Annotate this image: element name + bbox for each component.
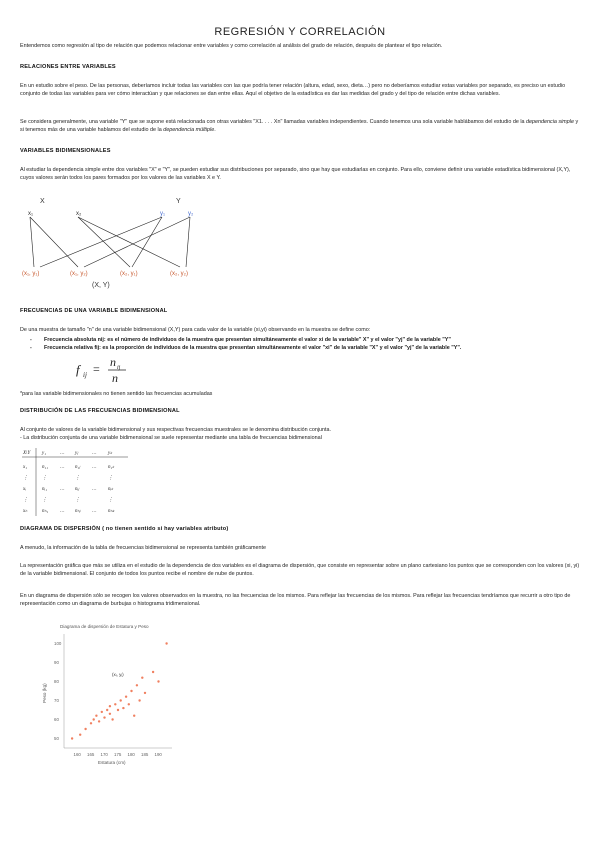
section-heading-diagrama-dispersion: DIAGRAMA DE DISPERSIÓN ( no tienen sentido si hay variables atributo): [20, 526, 229, 532]
y-tick-label: 60: [54, 717, 59, 722]
table-header-cell: …: [92, 451, 97, 456]
scatter-point: [144, 692, 146, 694]
pairing-diagram: [20, 195, 220, 290]
diagram-x2: x₂: [76, 211, 82, 217]
dispersion-paragraph-1: A menudo, la información de la tabla de frecuencias bidimensional se representa también gráficamente: [20, 545, 267, 551]
relaciones-paragraph-2: Se considera generalmente, una variable "Y" que se supone está relacionada con otras variables "X1. . . . Xn" llamadas variables independientes. Cuando tenemos una sola variable hablábamos del estudio de la dependencia simple y si tenemos más de una variable hablamos del estudio de la dependencia múltiple.: [20, 119, 579, 133]
scatter-point: [109, 705, 111, 707]
variables-bidimensionales-paragraph: Al estudiar la dependencia simple entre dos variables "X" e "Y", se pueden estudiar sus distribuciones por separado, sino que hay que estudiarlas en conjunto. Para ello, conviene definir una variable estadística bidimensional (X,Y), cuyos valores serán todos los pares formados por los valores de las variables X e Y.: [20, 167, 571, 181]
x-tick-label: 175: [114, 752, 122, 757]
intro-paragraph: Entendemos como regresión al tipo de relación que podemos relacionar entre variables y como correlación al análisis del grado de relación, después de plantear el tipo relación.: [20, 43, 443, 49]
table-header-cell: X\Y: [23, 451, 31, 456]
scatter-point: [133, 715, 135, 717]
scatter-point: [152, 671, 154, 673]
table-cell: x₁: [23, 465, 27, 470]
table-cell: xᵢ: [23, 487, 27, 492]
diagram-y2: y₂: [188, 211, 194, 217]
distribucion-paragraph-1: Al conjunto de valores de la variable bidimensional y sus respectivas frecuencias muestrales se le denomina distribución conjunta.: [20, 427, 332, 433]
scatter-point: [136, 684, 138, 686]
section-heading-variables-bidimensionales: VARIABLES BIDIMENSIONALES: [20, 148, 111, 154]
formula-numerator-sub: ij: [117, 365, 121, 371]
bullet-frecuencia-relativa: - Frecuencia relativa fij: es la proporción de individuos de la muestra que presentan simultáneamente el valor "xi" de la variable "X" y el valor "yj" de la variable "Y".: [30, 345, 462, 351]
diagram-pair-2: (x₁, y₂): [70, 271, 88, 277]
scatter-point: [165, 642, 167, 644]
table-cell: ⋮: [75, 498, 80, 503]
table-cell: ⋮: [23, 476, 28, 481]
page-title: REGRESIÓN Y CORRELACIÓN: [214, 26, 386, 38]
table-cell: nₕⱼ: [75, 509, 81, 514]
section-heading-frecuencias: FRECUENCIAS DE UNA VARIABLE BIDIMENSIONAL: [20, 308, 168, 314]
diagram-x1: x₁: [28, 211, 34, 217]
bidimensional-frequency-table: [20, 446, 130, 518]
y-tick-label: 70: [54, 698, 59, 703]
y-tick-label: 100: [54, 641, 62, 646]
x-tick-label: 165: [87, 752, 95, 757]
table-cell: n₁ⱼ: [75, 465, 81, 470]
diagram-pair-4: (x₂, y₂): [170, 271, 188, 277]
table-cell: ⋮: [23, 498, 28, 503]
scatter-point: [98, 720, 100, 722]
table-cell: ⋮: [75, 476, 80, 481]
x-tick-label: 170: [100, 752, 108, 757]
table-cell: nᵢⱼ: [75, 487, 80, 492]
table-cell: n₁₁: [42, 465, 48, 470]
table-header-cell: y₁: [42, 451, 46, 456]
diagram-y-label: Y: [176, 198, 181, 205]
scatter-point: [71, 737, 73, 739]
table-cell: nₕₖ: [108, 509, 115, 514]
x-tick-label: 180: [127, 752, 135, 757]
table-cell: …: [60, 465, 65, 470]
table-cell: nₕ₁: [42, 509, 49, 514]
table-cell: xₕ: [23, 509, 28, 514]
table-header-cell: …: [60, 451, 65, 456]
table-header-cell: yₖ: [108, 451, 113, 456]
dispersion-paragraph-3: En un diagrama de dispersión sólo se recogen los valores observados en la muestra, no las frecuencias de los mismos. Para reflejar las frecuencias de los mismos. Para reflejar las frecuencias tendríamos que recurrir a otro tipo de representación como un diagrama de burbujas o histograma tridimensional.: [20, 593, 571, 607]
formula-numerator: n: [110, 355, 116, 369]
formula-lhs: f: [76, 362, 80, 377]
scatter-point: [141, 677, 143, 679]
svg-text:=: =: [93, 362, 100, 376]
dispersion-paragraph-2: La representación gráfica que más se utiliza en el estudio de la dependencia de dos variables es el diagrama de dispersión, que consiste en representar sobre un plano cartesiano los puntos que se corresponden con los valores (xi, yi) de la variable bidimensional. El conjunto de todos los puntos recibe el nombre de nube de puntos.: [20, 563, 580, 577]
table-cell: ⋮: [42, 498, 47, 503]
table-cell: ⋮: [108, 498, 113, 503]
table-header-cell: yⱼ: [75, 451, 79, 456]
table-cell: …: [92, 509, 97, 514]
scatter-point: [122, 707, 124, 709]
diagram-pair-3: (x₂, y₁): [120, 271, 138, 277]
scatter-point: [111, 718, 113, 720]
scatter-point: [93, 718, 95, 720]
scatter-point: [103, 716, 105, 718]
scatter-point: [130, 690, 132, 692]
section-heading-relaciones: RELACIONES ENTRE VARIABLES: [20, 64, 116, 70]
diagram-y1: y₁: [160, 211, 166, 217]
scatter-point: [157, 680, 159, 682]
table-cell: ⋮: [42, 476, 47, 481]
table-cell: nᵢₖ: [108, 487, 114, 492]
relative-frequency-formula: [62, 352, 142, 386]
table-cell: …: [60, 509, 65, 514]
frecuencias-paragraph: De una muestra de tamaño "n" de una variable bidimensional (X,Y) para cada valor de la variable (xi,yi) observando en la muestra se define como:: [20, 327, 371, 333]
bullet-frecuencia-absoluta: - Frecuencia absoluta nij: es el número de individuos de la muestra que presentan simultáneamente el valor xi de la variable" X" y el valor "yj" de la variable "Y": [30, 337, 451, 343]
relaciones-paragraph-1: En un estudio sobre el peso. De las personas, deberíamos incluir todas las variables con las que podría tener relación (altura, edad, sexo, dieta…) pero no deberíamos estudiar estas variables por separado, es preciso un estudio conjunto de todas las variables para ver cómo interactúan y que relaciones se dan entre ellas. Aquí el objetivo de la estadística es dar las medidas del grado y del tipo de relación entre dichas variables.: [20, 83, 566, 97]
scatter-point: [79, 734, 81, 736]
chart-x-label: Estatura (cm): [98, 760, 126, 765]
distribucion-paragraph-2: - La distribución conjunta de una variable bidimensional se suele representar mediante una tabla de frecuencias bidimensional: [20, 435, 322, 441]
scatter-point: [95, 715, 97, 717]
chart-y-label: Peso (kg): [42, 683, 47, 703]
x-tick-label: 185: [141, 752, 149, 757]
scatter-point: [90, 722, 92, 724]
formula-lhs-sub: ij: [83, 371, 87, 379]
chart-annotation: (xᵢ, yᵢ): [112, 672, 124, 677]
scatter-point: [117, 709, 119, 711]
table-cell: ⋮: [108, 476, 113, 481]
formula-denominator: n: [112, 371, 118, 385]
y-tick-label: 50: [54, 736, 59, 741]
scatter-point: [109, 713, 111, 715]
y-tick-label: 80: [54, 679, 59, 684]
scatter-point: [106, 709, 108, 711]
table-cell: …: [92, 487, 97, 492]
scatter-point: [114, 703, 116, 705]
scatter-chart: [40, 618, 180, 768]
diagram-pair-1: (x₁, y₁): [22, 271, 40, 277]
diagram-x-label: X: [40, 198, 45, 205]
table-cell: nᵢ₁: [42, 487, 48, 492]
frecuencias-note: *para las variable bidimensionales no tienen sentido las frecuencias acumuladas: [20, 391, 213, 397]
x-tick-label: 190: [154, 752, 162, 757]
section-heading-distribucion: DISTRIBUCIÓN DE LAS FRECUENCIAS BIDIMENSIONAL: [20, 408, 180, 414]
scatter-point: [138, 699, 140, 701]
scatter-point: [84, 728, 86, 730]
diagram-xy-label: (X, Y): [92, 282, 110, 289]
chart-title: Diagrama de dispersión de Estatura y Peso: [60, 624, 149, 629]
table-cell: …: [60, 487, 65, 492]
x-tick-label: 160: [73, 752, 81, 757]
scatter-point: [120, 699, 122, 701]
table-cell: …: [92, 465, 97, 470]
scatter-point: [101, 711, 103, 713]
scatter-point: [128, 703, 130, 705]
y-tick-label: 90: [54, 660, 59, 665]
scatter-point: [125, 696, 127, 698]
table-cell: n₁ₖ: [108, 465, 115, 470]
